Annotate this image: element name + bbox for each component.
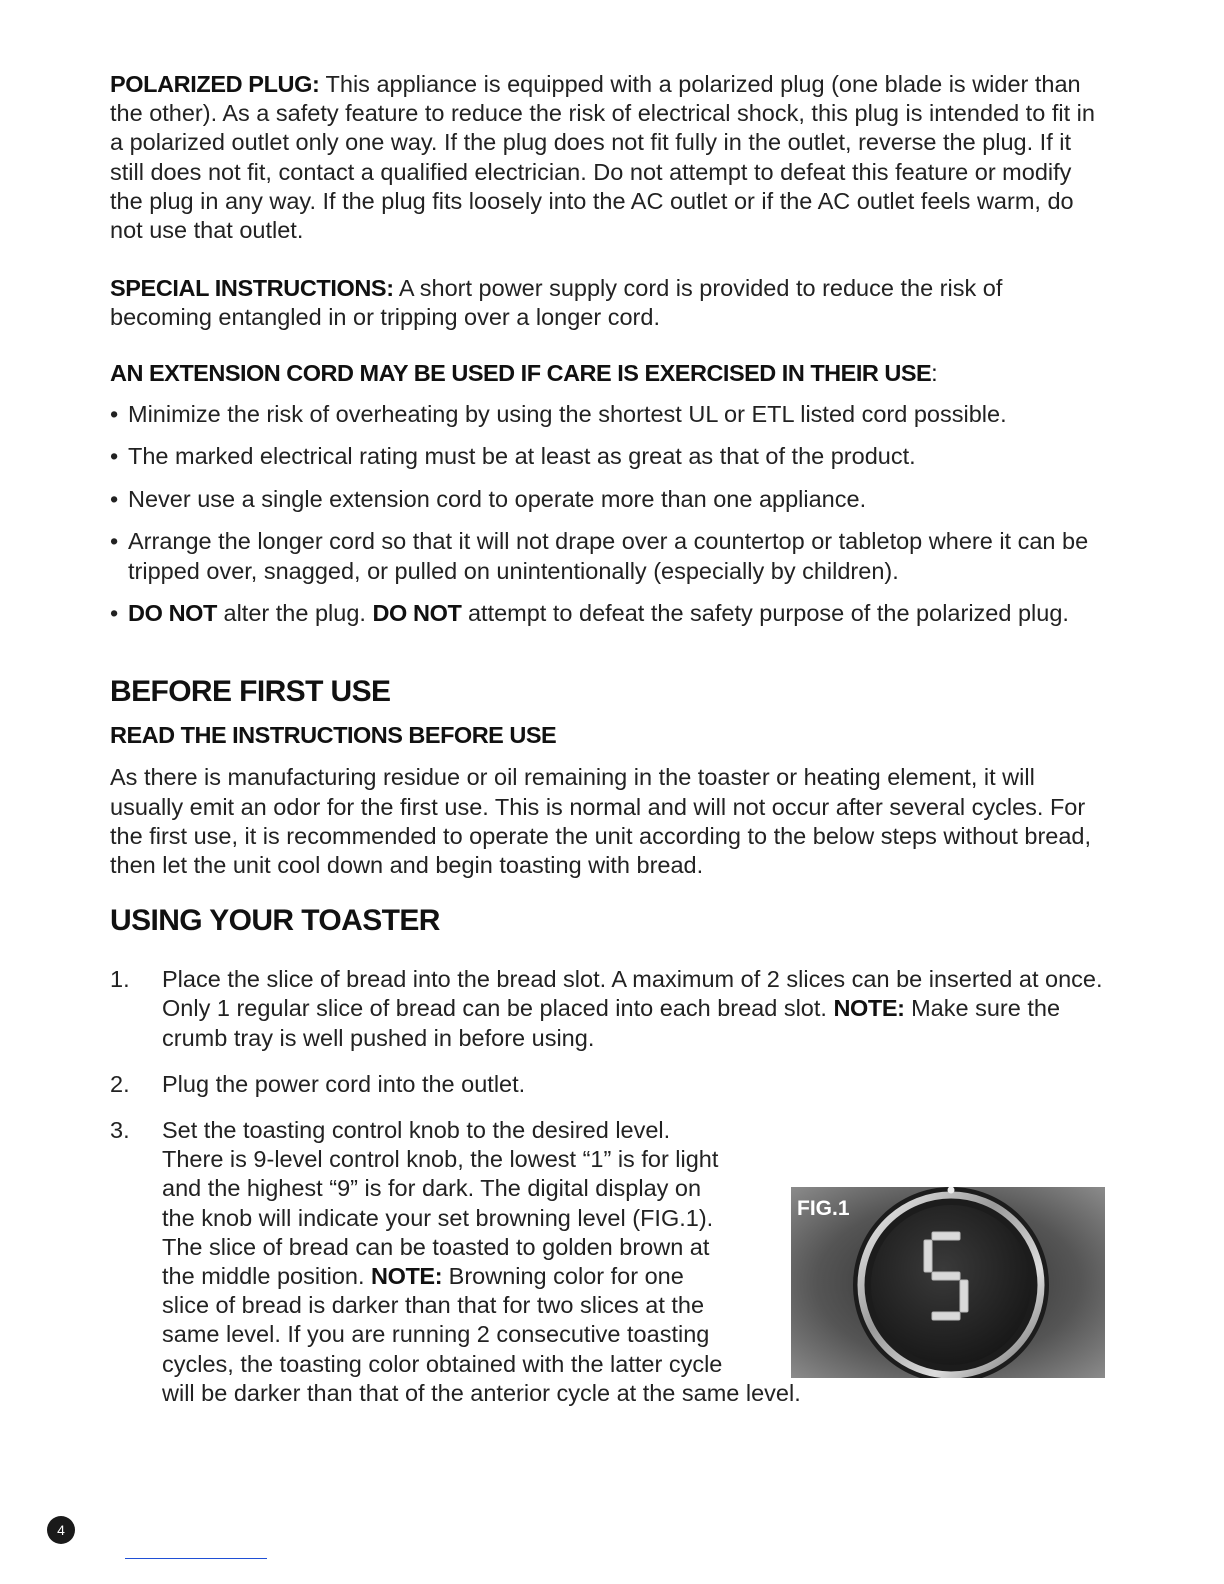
segment-c	[960, 1280, 968, 1312]
extension-cord-heading	[110, 359, 1110, 388]
step-number: 1.	[110, 966, 130, 993]
using-toaster-heading: USING YOUR TOASTER	[110, 904, 440, 938]
bullet-icon: •	[110, 600, 119, 627]
step-line: same level. If you are running 2 consecutive toasting	[162, 1321, 710, 1348]
list-item	[110, 485, 1110, 514]
segment-g	[932, 1272, 960, 1280]
step-number: 2.	[110, 1070, 130, 1097]
extension-cord-heading-text: AN EXTENSION CORD MAY BE USED IF CARE IS EXERCISED IN THEIR USE	[110, 359, 932, 386]
list-item	[110, 527, 1110, 585]
knob-display-image	[791, 1187, 1105, 1378]
polarized-plug-label: POLARIZED PLUG:	[110, 71, 320, 97]
do-not-label: DO NOT	[372, 600, 462, 627]
step-number: 3.	[110, 1117, 130, 1144]
bullet-icon: •	[110, 400, 119, 427]
fig1-label: FIG.1	[797, 1197, 850, 1220]
list-item-text: The marked electrical rating must be at least as great as that of the product.	[128, 443, 916, 470]
step-note-text: Make sure the crumb tray is well pushed in before using.	[162, 995, 1061, 1051]
list-item	[110, 400, 1110, 429]
step-2	[110, 1070, 1110, 1099]
extension-cord-list	[110, 400, 1110, 629]
bullet-icon: •	[110, 528, 119, 555]
segment-f	[924, 1240, 932, 1272]
step-line: Browning color for one	[442, 1263, 684, 1290]
divider	[125, 1558, 267, 1559]
list-item-text: Arrange the longer cord so that it will not drape over a countertop or tabletop where it can be tripped over, snagged, or pulled on unintentionally (especially by children).	[128, 528, 1089, 584]
polarized-plug-paragraph	[110, 70, 1110, 245]
special-instructions-label: SPECIAL INSTRUCTIONS:	[110, 275, 394, 302]
list-item-text: attempt to defeat the safety purpose of the polarized plug.	[461, 600, 1069, 627]
step-line: the knob will indicate your set browning level (FIG.1).	[162, 1204, 714, 1231]
bullet-icon: •	[110, 485, 119, 512]
step-line: will be darker than that of the anterior cycle at the same level.	[162, 1379, 801, 1406]
step-line: There is 9-level control knob, the lowest “1” is for light	[162, 1146, 719, 1173]
step-line: the middle position.	[162, 1263, 372, 1290]
special-instructions-paragraph	[110, 274, 1110, 332]
before-first-use-heading: BEFORE FIRST USE	[110, 675, 391, 709]
polarized-plug-text: This appliance is equipped with a polarized plug (one blade is wider than the other). As a safety feature to reduce the risk of electrical shock, this plug is intended to fit in a polarized outlet only one way. If the plug does not fit fully in the outlet, reverse the plug. If it still does not fit, contact a qualified electrician. Do not attempt to defeat this feature or modify the plug in any way. If the plug fits loosely into the AC outlet or if the AC outlet feels warm, do not use that outlet.	[110, 71, 1095, 244]
step-text: Place the slice of bread into the bread slot. A maximum of 2 slices can be inserted at once. Only 1 regular slice of bread can be placed into each bread slot.	[162, 966, 1103, 1022]
list-item	[110, 599, 1110, 628]
step-text: Plug the power cord into the outlet.	[162, 1070, 526, 1097]
step-line: and the highest “9” is for dark. The digital display on	[162, 1175, 702, 1202]
list-item-text: Never use a single extension cord to operate more than one appliance.	[128, 485, 867, 512]
step-line: Set the toasting control knob to the desired level.	[162, 1117, 671, 1144]
step-line: cycles, the toasting color obtained with the latter cycle	[162, 1350, 723, 1377]
special-instructions-text: A short power supply cord is provided to reduce the risk of becoming entangled in or tripping over a longer cord.	[110, 275, 1003, 331]
segment-a	[932, 1232, 960, 1240]
fig1-knob-photo	[791, 1187, 1105, 1378]
step-line: slice of bread is darker than that for two slices at the	[162, 1292, 705, 1319]
list-item-text: Minimize the risk of overheating by using the shortest UL or ETL listed cord possible.	[128, 400, 1007, 427]
list-item	[110, 442, 1110, 471]
step-1	[110, 965, 1110, 1053]
read-instructions-subheading: READ THE INSTRUCTIONS BEFORE USE	[110, 722, 557, 749]
note-label: NOTE:	[833, 995, 905, 1022]
page-number: 4	[47, 1516, 75, 1544]
segment-d	[932, 1312, 960, 1320]
knob-face	[871, 1205, 1031, 1365]
before-first-use-text: As there is manufacturing residue or oil remaining in the toaster or heating element, it will usually emit an odor for the first use. This is normal and will not occur after several cycles. For the first use, it is recommended to operate the unit according to the below steps without bread, then let the unit cool down and begin toasting with bread.	[110, 764, 1092, 879]
bullet-icon: •	[110, 443, 119, 470]
note-label: NOTE:	[371, 1263, 443, 1290]
do-not-label: DO NOT	[128, 600, 217, 627]
list-item-text: alter the plug.	[216, 600, 373, 627]
step-line: The slice of bread can be toasted to golden brown at	[162, 1233, 710, 1260]
extension-cord-heading-colon: :	[931, 359, 938, 386]
